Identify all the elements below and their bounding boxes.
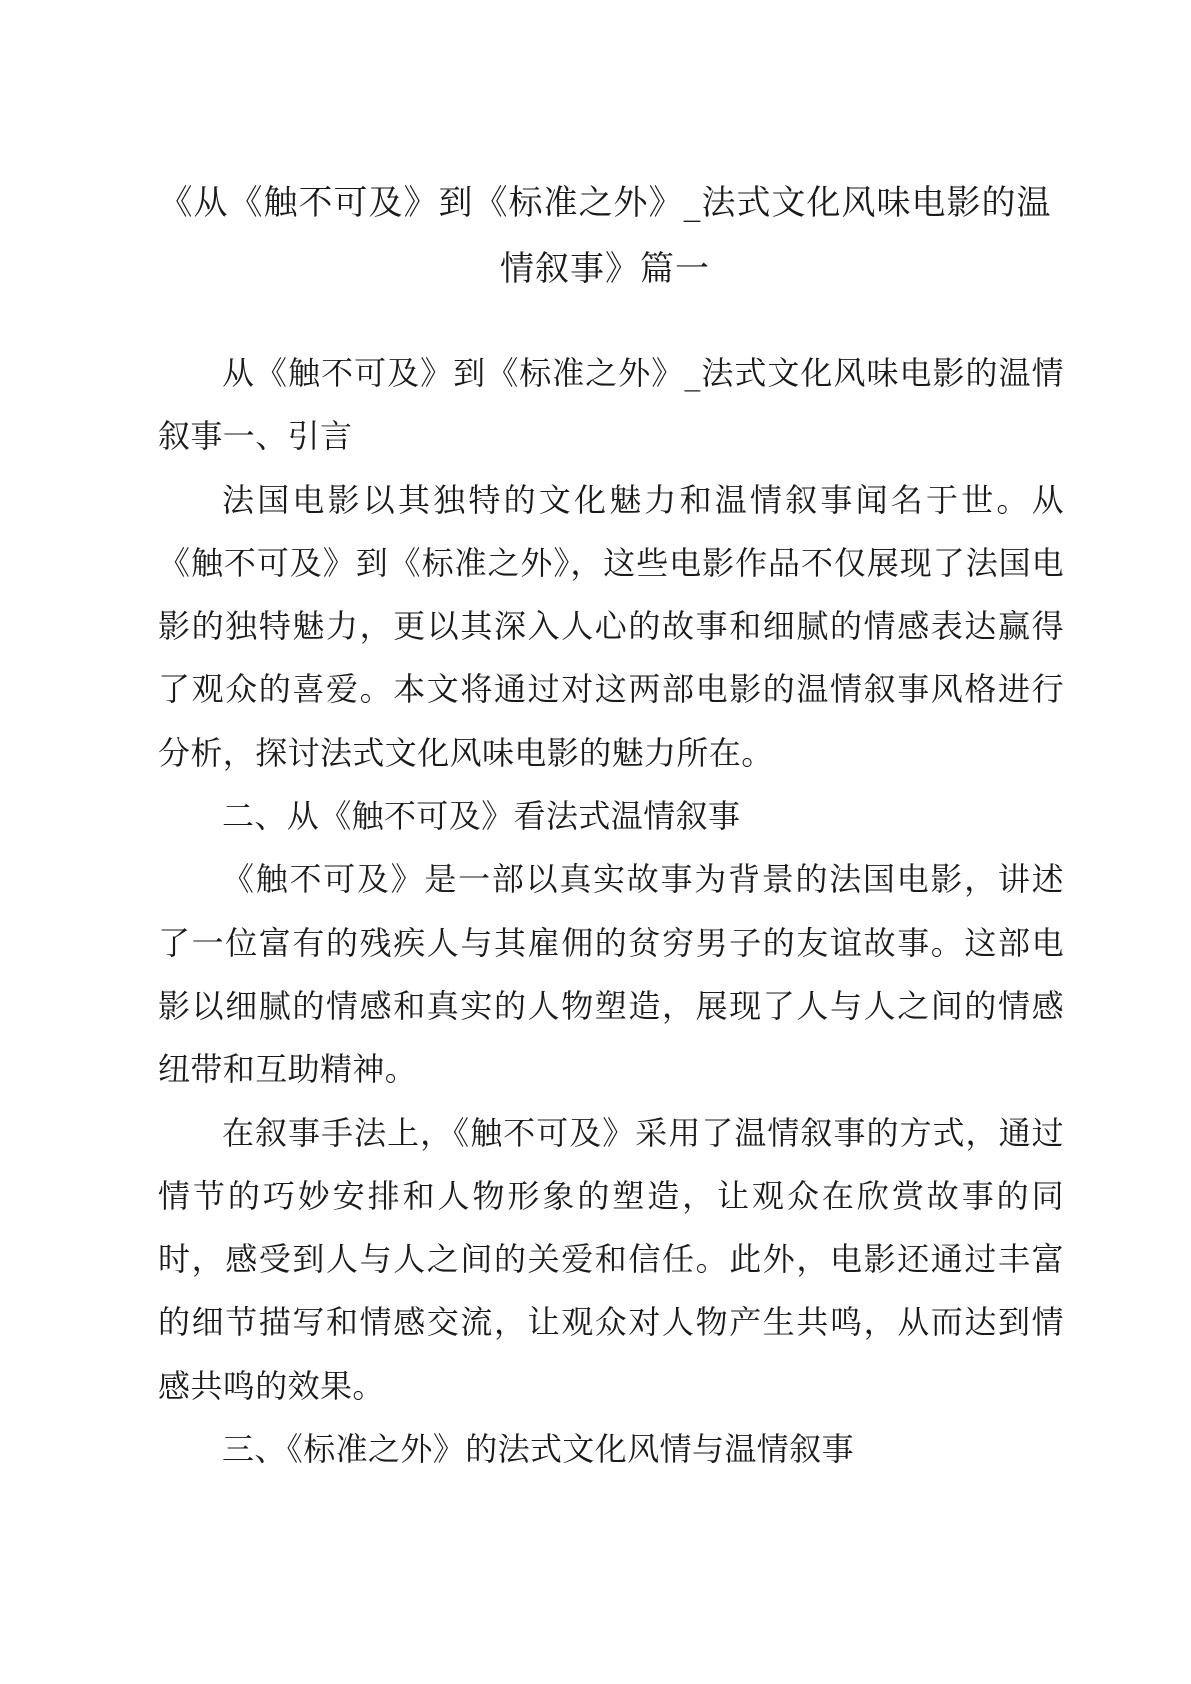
body-paragraph: 在叙事手法上，《触不可及》采用了温情叙事的方式，通过情节的巧妙安排和人物形象的塑造，让观众在欣赏故事的同时，感受到人与人之间的关爱和信任。此外，电影还通过丰富的细节描写和情感交流，让观众对人物产生共鸣，从而达到情感共鸣的效果。: [158, 1113, 1064, 1405]
body-paragraph: 法国电影以其独特的文化魅力和温情叙事闻名于世。从《触不可及》到《标准之外》，这些电影作品不仅展现了法国电影的独特魅力，更以其深入人心的故事和细腻的情感表达赢得了观众的喜爱。本文将通过对这两部电影的温情叙事风格进行分析，探讨法式文化风味电影的魅力所在。: [158, 480, 1064, 772]
body-paragraph: 《触不可及》是一部以真实故事为背景的法国电影，讲述了一位富有的残疾人与其雇佣的贫穷男子的友谊故事。这部电影以细腻的情感和真实的人物塑造，展现了人与人之间的情感纽带和互助精神。: [158, 860, 1064, 1089]
section-heading: 二、从《触不可及》看法式温情叙事: [222, 797, 741, 836]
document-body: [158, 342, 1064, 1481]
document-title: 《从《触不可及》到《标准之外》_法式文化风味电影的温情叙事》篇一: [158, 183, 1052, 289]
section-heading: 三、《标准之外》的法式文化风情与温情叙事: [222, 1430, 855, 1469]
intro-heading-paragraph: 从《触不可及》到《标准之外》_法式文化风味电影的温情叙事一、引言: [158, 354, 1064, 456]
